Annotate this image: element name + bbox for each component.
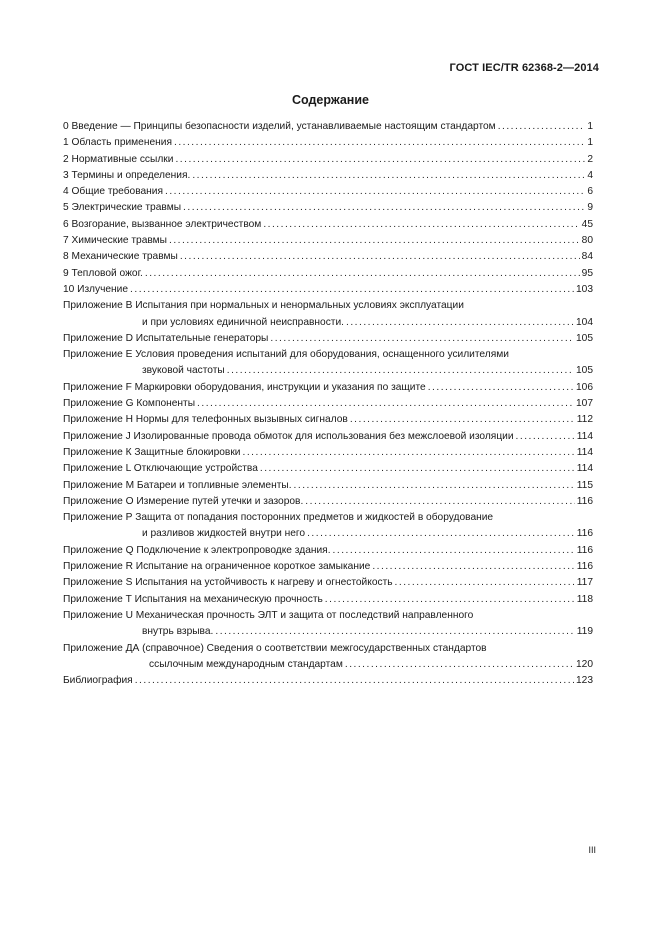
toc-entry-annex-r[interactable] [63,559,593,575]
toc-entry-terms[interactable] [63,168,593,184]
toc-entry-page: 123 [576,675,593,687]
dot-leader [130,282,574,298]
toc-entry-page: 1 [587,121,593,132]
toc-entry-page: 112 [576,414,593,426]
toc-entry-annex-m[interactable] [63,478,593,494]
toc-entry-label: 4 Общие требования [63,186,164,198]
dot-leader [345,657,574,673]
toc-entry-mechanical-injuries[interactable] [63,249,593,265]
toc-entry-label: 6 Возгорание, вызванное электричеством [63,218,262,230]
toc-entry-page: 105 [576,332,593,344]
dot-leader [169,233,580,249]
toc-entry-chemical-injuries[interactable] [63,233,593,249]
dot-leader [243,445,575,461]
toc-entry-page: 107 [576,398,593,410]
toc-entry-label: 1 Область применения [63,137,172,149]
table-of-contents [63,119,593,689]
toc-entry-label: Приложение Q Подключение к электропроводке здания. [63,544,331,556]
toc-entry-label: Приложение G Компоненты [63,398,196,410]
toc-entry-page: 105 [576,365,593,377]
toc-entry-electrical-fire[interactable] [63,217,593,233]
toc-entry-label-line1: Приложение Е Условия проведения испытаний для оборудования, оснащенного усилителями [63,349,509,361]
dot-leader [145,266,580,282]
toc-entry-page: 1 [587,137,593,149]
toc-entry-annex-f[interactable] [63,380,593,396]
dot-leader [395,575,575,591]
toc-entry-page: 114 [576,446,593,458]
toc-entry-annex-s[interactable] [63,575,593,591]
toc-entry-label-line1: Приложение В Испытания при нормальных и ненормальных условиях эксплуатации [63,300,464,312]
toc-entry-annex-p[interactable] [63,510,593,543]
toc-entry-label: 0 Введение — Принципы безопасности изделий, устанавливаемые настоящим стандартом [63,121,496,132]
dot-leader [372,559,574,575]
toc-entry-page: 116 [576,495,593,507]
dot-leader [263,217,579,233]
toc-entry-label: Приложение Т Испытания на механическую прочность [63,593,323,605]
dot-leader [180,249,580,265]
toc-entry-page: 114 [576,430,593,442]
toc-entry-general-requirements[interactable] [63,184,593,200]
dot-leader [175,152,585,168]
toc-entry-page: 119 [576,626,593,638]
toc-entry-annex-t[interactable] [63,592,593,608]
toc-entry-label: Приложение L Отключающие устройства [63,463,258,475]
toc-entry-label-line2: звуковой частоты [142,365,225,377]
dot-leader [498,119,586,135]
toc-entry-page: 80 [581,235,593,247]
toc-entry-page: 95 [581,267,593,279]
dot-leader [270,331,574,347]
toc-entry-label-line2: ссылочным международным стандартам [149,658,343,670]
dot-leader [346,315,574,331]
dot-leader [260,461,575,477]
dot-leader [192,168,585,184]
toc-entry-page: 117 [576,577,593,589]
toc-entry-annex-e[interactable] [63,347,593,380]
toc-entry-label-line1: Приложение U Механическая прочность ЭЛТ и защита от последствий направленного [63,609,474,621]
toc-entry-label: 7 Химические травмы [63,235,168,247]
toc-entry-annex-j[interactable] [63,429,593,445]
toc-entry-annex-h[interactable] [63,412,593,428]
toc-entry-label: 2 Нормативные ссылки [63,153,174,165]
toc-entry-page: 104 [576,316,593,328]
dot-leader [227,363,574,379]
toc-entry-page: 45 [581,218,593,230]
toc-entry-page: 116 [576,528,593,540]
dot-leader [294,478,575,494]
toc-entry-annex-k[interactable] [63,445,593,461]
toc-entry-page: 120 [576,658,593,670]
toc-entry-annex-q[interactable] [63,543,593,559]
dot-leader [165,184,585,200]
toc-entry-page: 9 [587,202,593,214]
dot-leader [307,526,575,542]
dot-leader [333,543,575,559]
toc-entry-label: Приложение К Защитные блокировки [63,446,241,458]
toc-entry-page: 4 [587,169,593,181]
toc-entry-scope[interactable] [63,135,593,151]
dot-leader [215,624,574,640]
toc-entry-label: Приложение R Испытание на ограниченное короткое замыкание [63,561,371,573]
toc-entry-label: Приложение J Изолированные провода обмоток для использования без межслоевой изоляции [63,430,514,442]
toc-entry-annex-g[interactable] [63,396,593,412]
toc-entry-normative-references[interactable] [63,152,593,168]
toc-entry-label: 9 Тепловой ожог. [63,267,143,279]
dot-leader [174,135,585,151]
toc-entry-introduction[interactable] [63,119,593,135]
toc-entry-page: 114 [576,463,593,475]
dot-leader [350,412,575,428]
toc-entry-radiation[interactable] [63,282,593,298]
toc-title: Содержание [291,93,369,107]
toc-entry-label: 8 Механические травмы [63,251,178,263]
document-header: ГОСТ IEC/TR 62368-2—2014 [449,62,599,74]
toc-entry-label: Приложение D Испытательные генераторы [63,332,269,344]
dot-leader [428,380,574,396]
dot-leader [305,494,574,510]
toc-entry-page: 106 [576,381,593,393]
page-number: III [588,845,596,855]
toc-entry-electrical-injuries[interactable] [63,200,593,216]
toc-entry-page: 84 [581,251,593,263]
toc-entry-label-line1: Приложение Р Защита от попадания посторонних предметов и жидкостей в оборудование [63,512,494,524]
toc-entry-page: 2 [587,153,593,165]
toc-entry-label: Приложение О Измерение путей утечки и зазоров. [63,495,304,507]
toc-entry-label-line2: и разливов жидкостей внутри него [142,528,306,540]
dot-leader [516,429,575,445]
toc-entry-label-line2: внутрь взрыва. [142,626,214,638]
toc-entry-label: Библиография [63,675,133,687]
toc-entry-bibliography[interactable] [63,673,593,689]
toc-entry-page: 116 [576,561,593,573]
dot-leader [197,396,574,412]
toc-entry-page: 103 [576,283,593,295]
toc-entry-annex-b[interactable] [63,298,593,331]
toc-entry-annex-l[interactable] [63,461,593,477]
toc-entry-page: 115 [576,479,593,491]
toc-entry-label: Приложение S Испытания на устойчивость к нагреву и огнестойкость [63,577,393,589]
toc-entry-page: 116 [576,544,593,556]
toc-entry-label: Приложение М Батареи и топливные элементы. [63,479,292,491]
toc-entry-label-line2: и при условиях единичной неисправности. [142,316,344,328]
toc-entry-page: 6 [587,186,593,198]
toc-entry-annex-d[interactable] [63,331,593,347]
toc-entry-label: 5 Электрические травмы [63,202,182,214]
toc-entry-label: Приложение Н Нормы для телефонных вызывных сигналов [63,414,348,426]
toc-entry-label: Приложение F Маркировки оборудования, инструкции и указания по защите [63,381,426,393]
toc-entry-label-line1: Приложение ДА (справочное) Сведения о соответствии межгосударственных стандартов [63,642,487,654]
toc-entry-annex-da[interactable] [63,641,593,674]
toc-entry-label: 3 Термины и определения. [63,169,191,181]
toc-entry-page: 118 [576,593,593,605]
toc-entry-label: 10 Излучение [63,283,129,295]
dot-leader [135,673,574,689]
toc-entry-annex-o[interactable] [63,494,593,510]
dot-leader [183,200,585,216]
toc-entry-thermal-burn[interactable] [63,266,593,282]
dot-leader [325,592,575,608]
toc-entry-annex-u[interactable] [63,608,593,641]
